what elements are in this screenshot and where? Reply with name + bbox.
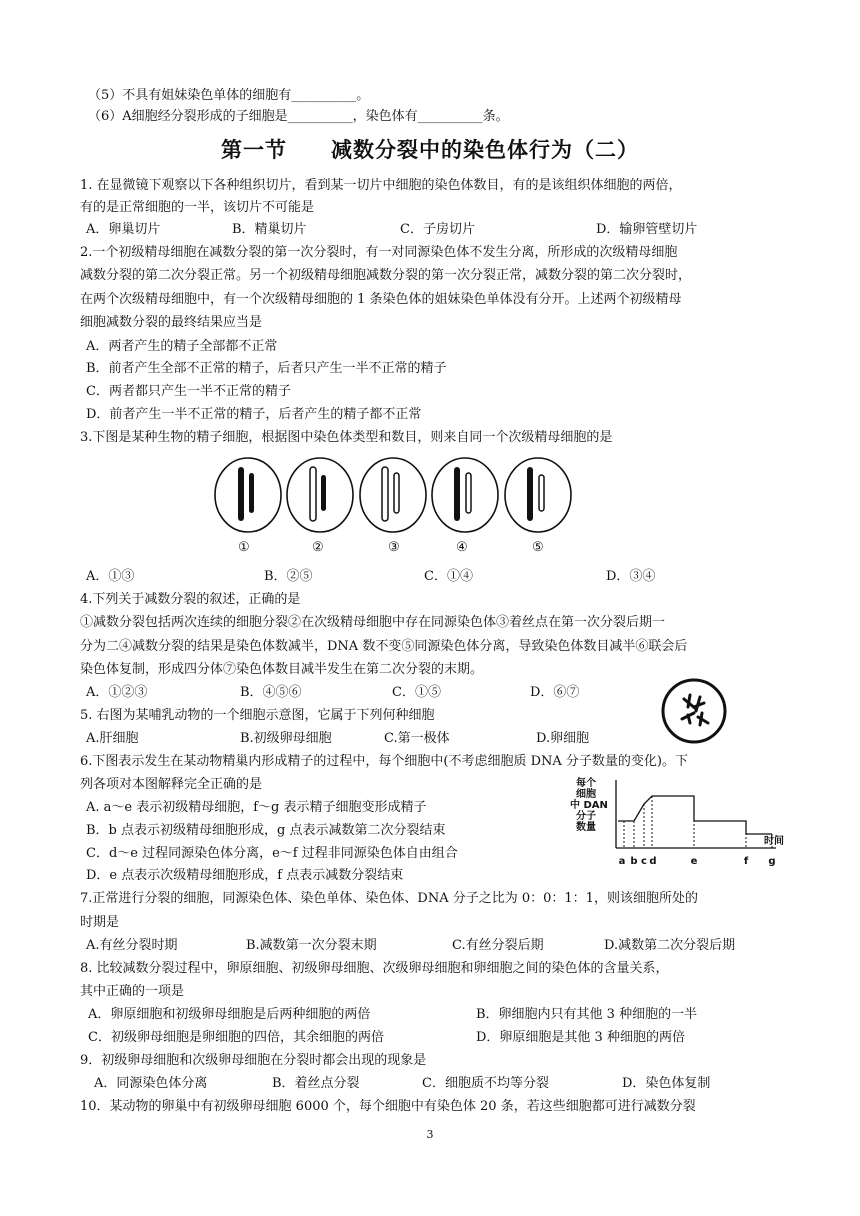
cell-3 [360, 458, 426, 532]
q6-option-a: A. a～e 表示初级精母细胞，f～g 表示精子细胞变形成精子 [86, 800, 427, 815]
q7-stem-1: 7.正常进行分裂的细胞，同源染色体、染色单体、染色体、DNA 分子之比为 0：0：1：1，则该细胞所处的 [80, 891, 698, 906]
q1-option-d: D．输卵管壁切片 [596, 222, 698, 237]
q7-option-a: A.有丝分裂时期 [86, 938, 178, 953]
cell-label-1: ① [238, 540, 250, 555]
q8-option-c: C．初级卵母细胞是卵细胞的四倍，其余细胞的两倍 [88, 1030, 384, 1045]
graph-tick-f: f [743, 856, 749, 867]
q4-statement-3: 染色体复制，形成四分体⑦染色体数目减半发生在第二次分裂的末期。 [80, 662, 484, 677]
q3-option-d: D．③④ [606, 569, 656, 584]
q7-option-d: D.减数第二次分裂后期 [604, 938, 736, 953]
q8-option-d: D．卵原细胞是其他 3 种细胞的两倍 [476, 1030, 685, 1045]
question-6-line: （6）A细胞经分裂形成的子细胞是__________，染色体有__________条。 [88, 109, 509, 124]
graph-xlabel: 时间 [764, 836, 784, 847]
q7-option-b: B.减数第一次分裂末期 [246, 938, 377, 953]
dna-content-graph [556, 774, 786, 870]
q4-statement-1: ①减数分裂包括两次连续的细胞分裂②在次级精母细胞中存在同源染色体③着丝点在第一次分裂后期一 [80, 615, 666, 630]
q9-option-a: A．同源染色体分离 [94, 1076, 208, 1091]
q8-stem-1: 8. 比较减数分裂过程中，卵原细胞、初级卵母细胞、次级卵母细胞和卵细胞之间的染色体的含量关系， [80, 961, 669, 976]
q10-stem: 10．某动物的卵巢中有初级卵母细胞 6000 个，每个细胞中有染色体 20 条，若这些细胞都可进行减数分裂 [80, 1099, 696, 1114]
q9-stem: 9．初级卵母细胞和次级卵母细胞在分裂时都会出现的现象是 [80, 1053, 427, 1068]
cell-label-4: ④ [456, 540, 468, 555]
q1-option-b: B．精巢切片 [232, 222, 307, 237]
q2-option-a: A．两者产生的精子全部都不正常 [86, 339, 278, 354]
q6-option-d: D．e 点表示次级精母细胞形成，f 点表示减数分裂结束 [86, 868, 404, 883]
q8-option-a: A．卵原细胞和初级卵母细胞是后两种细胞的两倍 [88, 1007, 371, 1022]
q6-stem-2: 列各项对本图解释完全正确的是 [80, 777, 263, 792]
q4-stem: 4.下列关于减数分裂的叙述，正确的是 [80, 592, 301, 607]
q5-option-a: A.肝细胞 [86, 731, 139, 746]
cell-label-5: ⑤ [532, 540, 544, 555]
q6-option-c: C．d～e 过程同源染色体分离，e～f 过程非同源染色体自由组合 [86, 846, 458, 861]
q1-option-a: A．卵巢切片 [86, 222, 161, 237]
q4-option-a: A．①②③ [86, 685, 148, 700]
graph-tick-g: g [768, 856, 776, 867]
q7-option-c: C.有丝分裂后期 [452, 938, 544, 953]
q5-option-d: D.卵细胞 [536, 731, 590, 746]
q4-option-d: D．⑥⑦ [530, 685, 580, 700]
graph-ylabel-1: 每个 [576, 778, 596, 789]
graph-tick-e: e [690, 856, 698, 867]
cell-label-2: ② [312, 540, 324, 555]
graph-tick-d: d [649, 856, 657, 867]
q2-stem-2: 减数分裂的第二次分裂正常。另一个初级精母细胞减数分裂的第一次分裂正常，减数分裂的第二次分裂时， [80, 268, 692, 283]
cell-label-3: ③ [388, 540, 400, 555]
cell-5 [505, 458, 571, 532]
q3-option-a: A．①③ [86, 569, 135, 584]
graph-tick-c: c [641, 856, 647, 867]
q3-option-b: B．②⑤ [264, 569, 313, 584]
q1-stem-2: 有的是正常细胞的一半，该切片不可能是 [80, 200, 315, 215]
graph-tick-a: a [618, 856, 626, 867]
section-title: 第一节 减数分裂中的染色体行为（二） [221, 138, 639, 162]
q8-option-b: B．卵细胞内只有其他 3 种细胞的一半 [476, 1007, 698, 1022]
sperm-cell-figure [200, 455, 580, 535]
q5-stem: 5. 右图为某哺乳动物的一个细胞示意图，它属于下列何种细胞 [80, 708, 435, 723]
q1-stem-1: 1. 在显微镜下观察以下各种组织切片，看到某一切片中细胞的染色体数目，有的是该组织体细胞的两倍， [80, 178, 682, 193]
q2-option-d: D．前者产生一半不正常的精子，后者产生的精子都不正常 [86, 407, 422, 422]
q4-option-b: B．④⑤⑥ [240, 685, 302, 700]
graph-ylabel-3: 中 DAN [570, 800, 608, 811]
q5-option-b: B.初级卵母细胞 [240, 731, 332, 746]
q4-statement-2: 分为二④减数分裂的结果是染色体数减半，DNA 数不变⑤同源染色体分离，导致染色体数目减半⑥联会后 [80, 639, 688, 654]
cell-2 [287, 458, 353, 532]
graph-ylabel-2: 细胞 [576, 789, 596, 800]
graph-tick-b: b [630, 856, 638, 867]
q2-option-c: C．两者都只产生一半不正常的精子 [86, 384, 291, 399]
mammal-cell-figure [660, 677, 728, 745]
q2-stem-1: 2.一个初级精母细胞在减数分裂的第一次分裂时，有一对同源染色体不发生分离，所形成的次级精母细胞 [80, 245, 678, 260]
graph-ylabel-4: 分子 [576, 811, 596, 822]
q2-stem-3: 在两个次级精母细胞中，有一个次级精母细胞的 1 条染色体的姐妹染色单体没有分开。上述两个初级精母 [80, 292, 682, 307]
q8-stem-2: 其中正确的一项是 [80, 984, 185, 999]
graph-ylabel-5: 数量 [576, 822, 596, 833]
q4-option-c: C．①⑤ [392, 685, 441, 700]
q3-stem: 3.下图是某种生物的精子细胞，根据图中染色体类型和数目，则来自同一个次级精母细胞的是 [80, 430, 613, 445]
q3-option-c: C．①④ [424, 569, 473, 584]
q6-option-b: B．b 点表示初级精母细胞形成，g 点表示减数第二次分裂结束 [86, 823, 446, 838]
q9-option-b: B．着丝点分裂 [272, 1076, 360, 1091]
q6-stem-1: 6.下图表示发生在某动物精巢内形成精子的过程中，每个细胞中(不考虑细胞质 DNA 分子数量的变化)。下 [80, 754, 688, 769]
q1-option-c: C．子房切片 [400, 222, 475, 237]
q2-stem-4: 细胞减数分裂的最终结果应当是 [80, 315, 263, 330]
q5-option-c: C.第一极体 [384, 731, 450, 746]
q2-option-b: B．前者产生全部不正常的精子，后者只产生一半不正常的精子 [86, 361, 447, 376]
question-5-line: （5）不具有姐妹染色单体的细胞有__________。 [88, 88, 370, 103]
cell-4 [432, 458, 498, 532]
q9-option-c: C．细胞质不均等分裂 [422, 1076, 549, 1091]
page-number: 3 [426, 1128, 434, 1141]
q7-stem-2: 时期是 [80, 915, 120, 930]
cell-1 [215, 458, 281, 532]
q9-option-d: D．染色体复制 [622, 1076, 711, 1091]
